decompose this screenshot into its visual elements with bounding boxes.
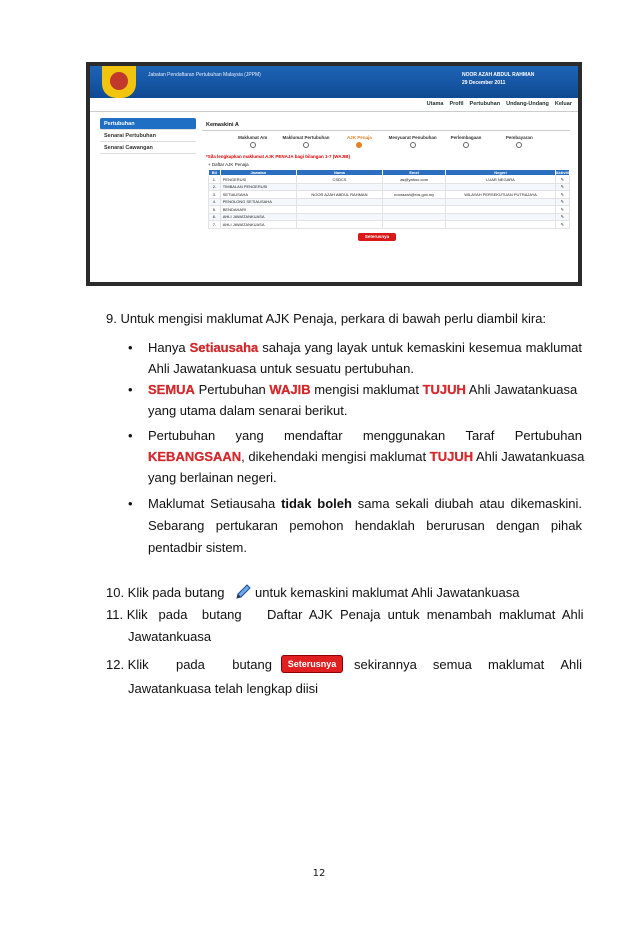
word: pemohon (289, 518, 344, 533)
step-pembayaran[interactable] (493, 135, 546, 148)
cell-emel (382, 183, 445, 191)
nav-profil[interactable]: Profil (449, 101, 464, 107)
cell-jawatan: BENDAHARI (220, 206, 296, 214)
nav-pertubuhan[interactable]: Pertubuhan (469, 101, 501, 107)
step-ajk-penaja[interactable] (333, 135, 386, 148)
word: butang (232, 657, 272, 672)
cell-bil: 2. (209, 183, 221, 191)
b2-red2: WAJIB (269, 382, 311, 397)
nav-undang-undang[interactable]: Undang-Undang (506, 101, 549, 107)
item-9: 9. Untuk mengisi maklumat AJK Penaja, perkara di bawah perlu diambil kira: (106, 311, 547, 326)
step-perlembagaan[interactable] (439, 135, 492, 148)
bullet-3-line-1 (148, 428, 582, 444)
word: pada (175, 657, 205, 672)
step-label: Mesyuarat Penubuhan (388, 135, 437, 140)
user-date: 29 December 2011 (462, 80, 506, 86)
bullet-2-line-1 (148, 382, 577, 398)
cell-emel (382, 206, 445, 214)
step-label: Maklumat Am (238, 135, 268, 140)
pencil-icon[interactable]: ✎ (555, 191, 569, 199)
bullet-3-line-2 (148, 449, 584, 465)
word: sekirannya (354, 657, 417, 672)
word: Sebarang (148, 518, 205, 533)
item-11-b: Daftar AJK Penaja untuk menambah maklumat Ahli (267, 607, 584, 622)
seterusnya-button-illustration: Seterusnya (281, 655, 343, 673)
user-name: NOOR AZAH ABDUL RAHMAN (462, 72, 535, 78)
b1-pre: Hanya (148, 340, 190, 355)
bullet-4-line-3: pentadbir sistem. (148, 540, 247, 555)
cell-nama (296, 213, 382, 221)
step-dot (250, 142, 256, 148)
cell-nama (296, 221, 382, 229)
sidebar-item-senarai-cawangan[interactable]: Senarai Cawangan (100, 142, 196, 154)
col-jawatan: Jawatan (220, 170, 296, 176)
word: yang (235, 428, 264, 443)
cell-emel (382, 221, 445, 229)
table-row (209, 176, 570, 184)
bullet-dot: • (128, 428, 133, 443)
bullet-3-line-3: yang berlainan negeri. (148, 470, 277, 485)
b2-t2: mengisi maklumat (310, 382, 423, 397)
step-label: Pembayaran (505, 135, 533, 140)
word: Pertubuhan (148, 428, 216, 443)
b4-bold: tidak boleh (281, 496, 352, 511)
section-title: Kemaskini A (202, 120, 570, 131)
col-nama: Nama (296, 170, 382, 176)
sidebar-item-senarai-pertubuhan[interactable]: Senarai Pertubuhan (100, 130, 196, 142)
cell-negeri (446, 213, 555, 221)
cell-emel: as@yahoo.com (382, 176, 445, 184)
col-emel: Emel (382, 170, 445, 176)
nav-keluar[interactable]: Keluar (554, 101, 572, 107)
b3-t1: , dikehendaki mengisi maklumat (241, 449, 430, 464)
bullet-4-line-2 (148, 518, 582, 534)
b2-t3: Ahli Jawatankuasa (465, 382, 578, 397)
item-12-b (354, 657, 582, 673)
sidebar-item-pertubuhan[interactable]: Pertubuhan (100, 118, 196, 130)
cell-jawatan: PENGERUSI (220, 176, 296, 184)
sidebar (100, 118, 196, 154)
cell-emel: noorazah@ros.gov.my (382, 191, 445, 199)
b2-t1: Pertubuhan (194, 382, 270, 397)
table-row (209, 191, 570, 199)
bullet-dot: • (128, 340, 133, 355)
cell-bil: 1. (209, 176, 221, 184)
cell-negeri (446, 183, 555, 191)
cell-negeri (446, 221, 555, 229)
word: semua (432, 657, 472, 672)
cell-bil: 7. (209, 221, 221, 229)
app-header (90, 66, 578, 98)
app-name: Jabatan Pendaftaran Pertubuhan Malaysia (JPPM) (148, 72, 261, 78)
step-label: AJK Penaja (346, 135, 372, 140)
pencil-icon[interactable]: ✎ (555, 206, 569, 214)
required-warning: *Sila lengkapkan maklumat AJK PENAJA bagi bilangan 1-7 (WAJIB) (206, 154, 350, 159)
table-row (209, 206, 570, 214)
cell-negeri: LUAR NEGARA (446, 176, 555, 184)
step-maklumat-pertubuhan[interactable] (279, 135, 332, 148)
b3-red2: TUJUH (429, 449, 474, 464)
cell-jawatan: SETIAUSAHA (220, 191, 296, 199)
word: hendaklah (354, 518, 415, 533)
seterusnya-button[interactable]: Seterusnya (358, 233, 396, 241)
nav-utama[interactable]: Utama (426, 101, 444, 107)
pencil-icon[interactable]: ✎ (555, 183, 569, 191)
item-12-a (106, 657, 272, 673)
cell-jawatan: PENOLONG SETIAUSAHA (220, 198, 296, 206)
cell-nama (296, 198, 382, 206)
word: pihak (550, 518, 582, 533)
step-label: Perlembagaan (450, 135, 482, 140)
step-mesyuarat-penubuhan[interactable] (386, 135, 439, 148)
cell-nama: NOOR AZAH ABDUL RAHMAN (296, 191, 382, 199)
cell-bil: 3. (209, 191, 221, 199)
step-dot (463, 142, 469, 148)
word: maklumat (487, 657, 545, 672)
item-11-a: 11. Klik pada butang (106, 607, 242, 622)
cell-bil: 4. (209, 198, 221, 206)
step-dot (356, 142, 362, 148)
word: dengan (496, 518, 540, 533)
b3-t2: Ahli Jawatankuasa (473, 449, 585, 464)
item-10-b: untuk kemaskini maklumat Ahli Jawatankuasa (255, 585, 520, 600)
pencil-icon[interactable]: ✎ (555, 213, 569, 221)
table-row (209, 198, 570, 206)
ajk-table (208, 169, 570, 229)
step-dot (516, 142, 522, 148)
item-10-a: 10. Klik pada butang (106, 585, 225, 600)
b1-rest: sahaja yang layak untuk kemaskini kesemua maklumat (258, 340, 582, 355)
pencil-icon[interactable]: ✎ (555, 221, 569, 229)
cell-emel (382, 198, 445, 206)
word: menggunakan (362, 428, 446, 443)
cell-jawatan: AHLI JAWATANKUASA (220, 213, 296, 221)
cell-jawatan: AHLI JAWATANKUASA (220, 221, 296, 229)
cell-bil: 6. (209, 213, 221, 221)
cell-nama (296, 183, 382, 191)
b1-red: Setiausaha (189, 340, 259, 355)
word: pertukaran (215, 518, 278, 533)
b4-pre: Maklumat Setiausaha (148, 496, 282, 511)
pencil-icon[interactable]: ✎ (555, 198, 569, 206)
page-number: 12 (312, 868, 326, 879)
cell-negeri (446, 198, 555, 206)
word: berurusan (426, 518, 485, 533)
cell-bil: 5. (209, 206, 221, 214)
step-maklumat-am[interactable] (226, 135, 279, 148)
embedded-screenshot (86, 62, 582, 286)
word: Ahli (560, 657, 582, 672)
b2-red1: SEMUA (148, 382, 195, 397)
pencil-icon (234, 583, 252, 601)
add-ajk-penaja-link[interactable]: + Daftar AJK Penaja (208, 162, 249, 167)
bullet-dot: • (128, 496, 133, 511)
cell-emel (382, 213, 445, 221)
bullet-1-line-2: Ahli Jawatankuasa untuk sesuatu pertubuhan. (148, 361, 414, 376)
table-row (209, 183, 570, 191)
word: Pertubuhan (514, 428, 582, 443)
item-12-line-2: Jawatankuasa telah lengkap diisi (128, 681, 319, 696)
step-label: Maklumat Pertubuhan (282, 135, 330, 140)
col-negeri: Negeri (446, 170, 555, 176)
bullet-2-line-2: yang utama dalam senarai berikut. (148, 403, 348, 418)
bullet-4-line-1 (148, 496, 582, 512)
b2-red3: TUJUH (422, 382, 466, 397)
main-panel (202, 120, 570, 241)
bullet-dot: • (128, 382, 133, 397)
top-nav (90, 98, 578, 112)
col-aktiviti: Aktiviti (555, 170, 569, 175)
pencil-icon[interactable]: ✎ (555, 176, 569, 184)
b3-red1: KEBANGSAAN (148, 449, 242, 464)
cell-nama (296, 206, 382, 214)
cell-jawatan: TIMBALAN PENGERUSI (220, 183, 296, 191)
word: 12. Klik (106, 657, 149, 672)
col-bil: Bil (209, 170, 221, 176)
table-row (209, 221, 570, 229)
cell-negeri (446, 206, 555, 214)
word: mendaftar (284, 428, 343, 443)
bullet-1-line-1 (148, 340, 582, 356)
table-row (209, 213, 570, 221)
step-dot (303, 142, 309, 148)
cell-nama: CSDCS (296, 176, 382, 184)
crest-logo (102, 66, 136, 98)
step-dot (410, 142, 416, 148)
b4-post: sama sekali diubah atau dikemaskini. (351, 496, 582, 511)
item-11-line-2: Jawatankuasa (128, 629, 212, 644)
word: Taraf (465, 428, 495, 443)
step-progress (202, 131, 570, 148)
cell-negeri: WILAYAH PERSEKUTUAN PUTRAJAYA (446, 191, 555, 199)
